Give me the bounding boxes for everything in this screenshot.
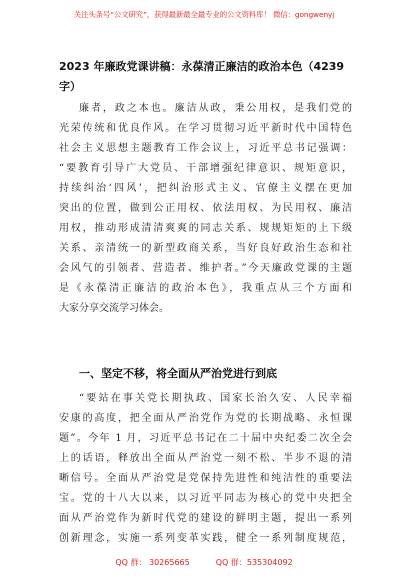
paragraph-line: 用权，推动形成清清爽爽的同志关系、规规矩矩的上下级 bbox=[59, 223, 352, 234]
paragraph-line: “要站在事关党长期执政、国家长治久安、人民幸福 bbox=[79, 393, 352, 404]
document-title bbox=[59, 57, 359, 97]
paragraph-line: 宝。党的十八大以来，以习近平同志为核心的党中央把全 bbox=[59, 493, 352, 504]
paragraph-line: 社会主义思想主题教育工作会议上，习近平总书记强调： bbox=[59, 143, 352, 154]
paragraph-line: 突出的位置，做到公正用权、依法用权、为民用权、廉洁 bbox=[59, 203, 352, 214]
paragraph-line: 廉者，政之本也。廉洁从政，秉公用权，是我们党的 bbox=[79, 103, 352, 114]
title-line-1: 2023 年廉政党课讲稿：永葆清正廉洁的政治本色（4239 bbox=[59, 60, 345, 73]
paragraph-line: 题”。今年 1 月，习近平总书记在二十届中央纪委二次全会 bbox=[59, 433, 352, 444]
paragraph-line: 是《永葆清正廉洁的政治本色》，我重点从三个方面和 bbox=[59, 283, 352, 294]
footer-qq-group-2: QQ 群：535304092 bbox=[215, 558, 293, 567]
paragraph-line: 面从严治党作为新时代党的建设的鲜明主题，提出一系列 bbox=[59, 513, 352, 524]
title-line-2: 字） bbox=[59, 80, 81, 93]
section-heading-1: 一、坚定不移，将全面从严治党进行到底 bbox=[79, 367, 277, 380]
section-1-paragraph bbox=[59, 389, 352, 549]
paragraph-line: “要教育引导广大党员、干部增强纪律意识、规矩意识， bbox=[59, 163, 352, 174]
intro-paragraph bbox=[59, 99, 352, 319]
paragraph-line: 晰信号。全面从严治党是党保持先进性和纯洁性的重要法 bbox=[59, 473, 352, 484]
paragraph-line: 安康的高度，把全面从严治党作为党的长期战略、永恒课 bbox=[59, 413, 352, 424]
paragraph-line: 上的话语，释放出全面从严治党一刻不松、半步不退的清 bbox=[59, 453, 352, 464]
footer-qq-group-1: QQ 群： 30265665 bbox=[115, 558, 190, 567]
header-banner: 关注头条号“公文研究”，获得最新最全最专业的公文资料库！ 微信：gongwenyj bbox=[73, 10, 335, 19]
paragraph-line: 创新理念，实施一系列变革实践，健全一系列制度规范， bbox=[59, 533, 352, 544]
paragraph-line: 会风气的引领者、营造者、维护者。”今天廉政党课的主题 bbox=[59, 263, 352, 274]
paragraph-line: 光荣传统和优良作风。在学习贯彻习近平新时代中国特色 bbox=[59, 123, 352, 134]
paragraph-line: 关系、亲清统一的新型政商关系，当好良好政治生态和社 bbox=[59, 243, 352, 254]
footer-contact bbox=[0, 557, 408, 568]
paragraph-line: 大家分享交流学习体会。 bbox=[59, 303, 169, 314]
paragraph-line: 持续纠治‘四风’，把纠治形式主义、官僚主义摆在更加 bbox=[59, 183, 352, 194]
